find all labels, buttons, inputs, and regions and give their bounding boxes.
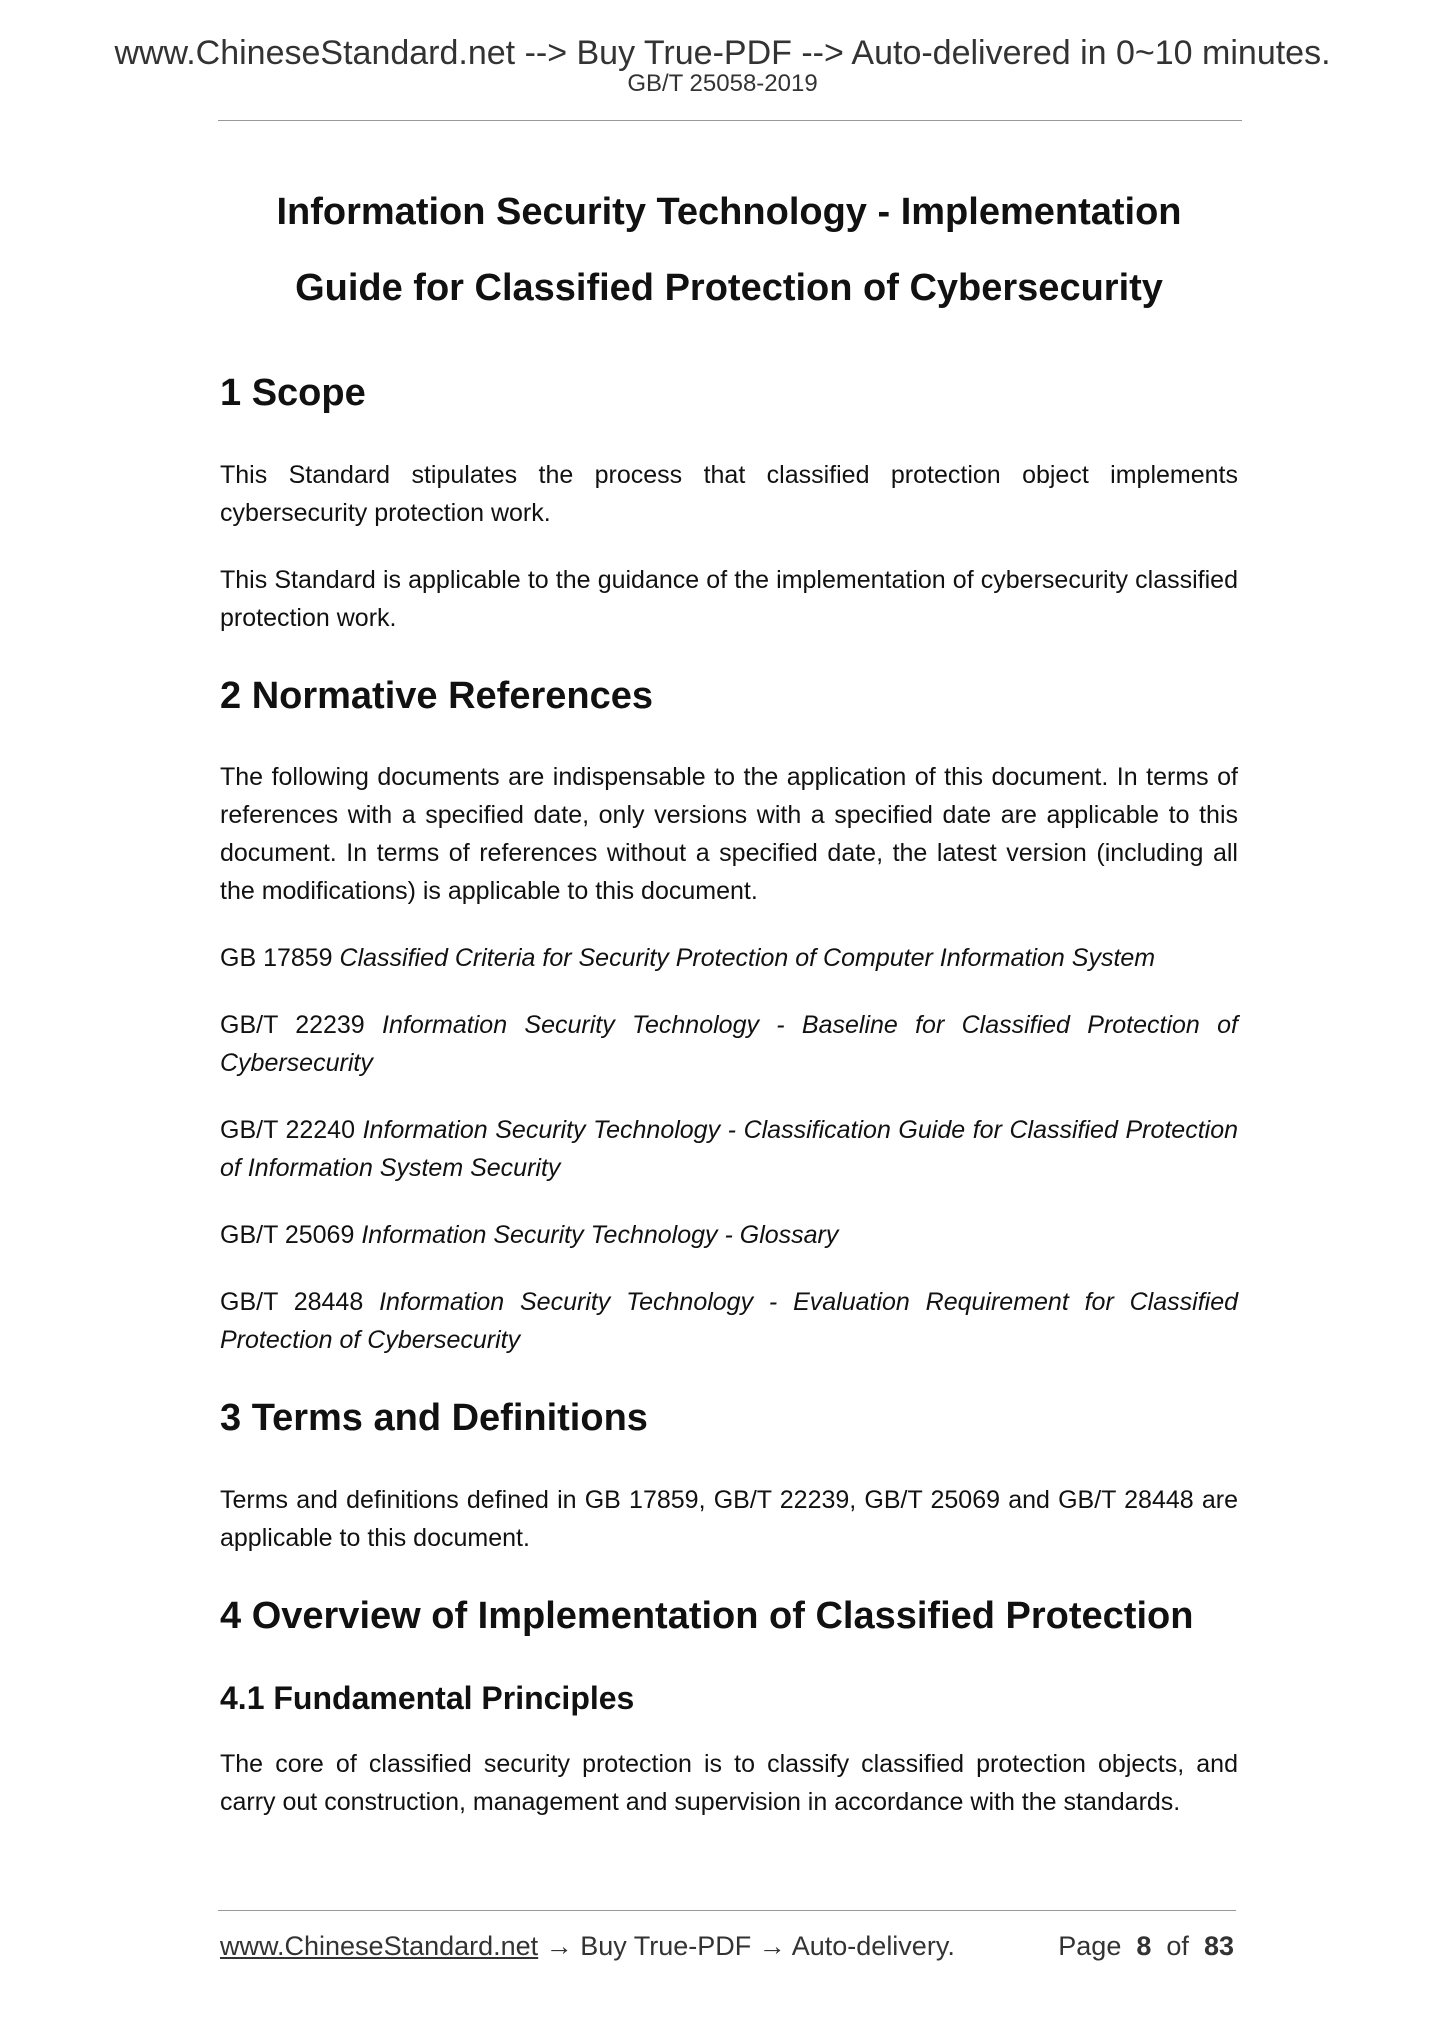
section-scope [220, 372, 1238, 637]
reference-title: Information Security Technology - Glossary [361, 1221, 839, 1250]
document-title-line-2: Guide for Classified Protection of Cybersecurity [295, 267, 1163, 309]
reference-item [220, 1111, 1238, 1187]
section-heading-overview: 4 Overview of Implementation of Classified Protection [220, 1595, 1194, 1638]
section-heading-scope: 1 Scope [220, 372, 366, 414]
reference-code: GB/T 22239 [220, 1011, 365, 1040]
scope-paragraph-1: This Standard stipulates the process that classified protection object implements cybersecurity protection work. [220, 460, 1238, 527]
document-title [220, 174, 1238, 326]
scope-paragraph-2: This Standard is applicable to the guidance of the implementation of cybersecurity classified protection work. [220, 565, 1238, 632]
reference-title: Information Security Technology - Baseline for Classified Protection of Cybersecurity [220, 1011, 1238, 1078]
reference-code: GB/T 22240 [220, 1116, 355, 1145]
document-title-line-1: Information Security Technology - Implementation [276, 191, 1182, 233]
page-of-label: of [1166, 1931, 1189, 1961]
footer-promo-text: → Buy True-PDF → Auto-delivery. [538, 1931, 955, 1961]
reference-item [220, 1216, 1238, 1254]
reference-item [220, 1283, 1238, 1359]
reference-code: GB/T 25069 [220, 1221, 355, 1250]
page-total: 83 [1203, 1931, 1234, 1961]
page-content [220, 174, 1238, 1850]
reference-code: GB 17859 [220, 944, 333, 973]
normative-intro-paragraph: The following documents are indispensable to the application of this document. In terms of references with a specified date, only versions with a specified date are applicable to this document. In terms of references without a specified date, the latest version (including all the modifications) is applicable to this document. [220, 763, 1238, 906]
section-terms-and-definitions [220, 1397, 1238, 1557]
reference-item [220, 939, 1238, 977]
reference-item [220, 1006, 1238, 1082]
reference-title: Classified Criteria for Security Protection of Computer Information System [339, 944, 1156, 973]
top-banner: www.ChineseStandard.net --> Buy True-PDF --> Auto-delivered in 0~10 minutes. [114, 34, 1331, 72]
page-label: Page [1058, 1931, 1122, 1961]
terms-paragraph: Terms and definitions defined in GB 17859, GB/T 22239, GB/T 25069 and GB/T 28448 are applicable to this document. [220, 1486, 1238, 1553]
fundamental-principles-paragraph: The core of classified security protection is to classify classified protection objects, and carry out construction, management and supervision in accordance with the standards. [220, 1750, 1238, 1817]
footer-promo [220, 1930, 955, 1962]
reference-title: Information Security Technology - Evaluation Requirement for Classified Protection of Cybersecurity [220, 1288, 1238, 1355]
page-current: 8 [1136, 1931, 1152, 1961]
page-number [1058, 1930, 1234, 1962]
section-heading-terms: 3 Terms and Definitions [220, 1397, 648, 1440]
reference-code: GB/T 28448 [220, 1288, 364, 1317]
footer-divider [218, 1910, 1236, 1911]
reference-title: Information Security Technology - Classification Guide for Classified Protection of Information System Security [220, 1116, 1239, 1183]
footer-site-link[interactable]: www.ChineseStandard.net [220, 1931, 539, 1961]
standard-code: GB/T 25058-2019 [627, 70, 818, 97]
header-divider [218, 120, 1242, 121]
subsection-heading-fundamental-principles: 4.1 Fundamental Principles [220, 1679, 635, 1716]
section-heading-normative-references: 2 Normative References [220, 674, 653, 717]
section-normative-references [220, 675, 1238, 1360]
section-overview [220, 1595, 1238, 1821]
